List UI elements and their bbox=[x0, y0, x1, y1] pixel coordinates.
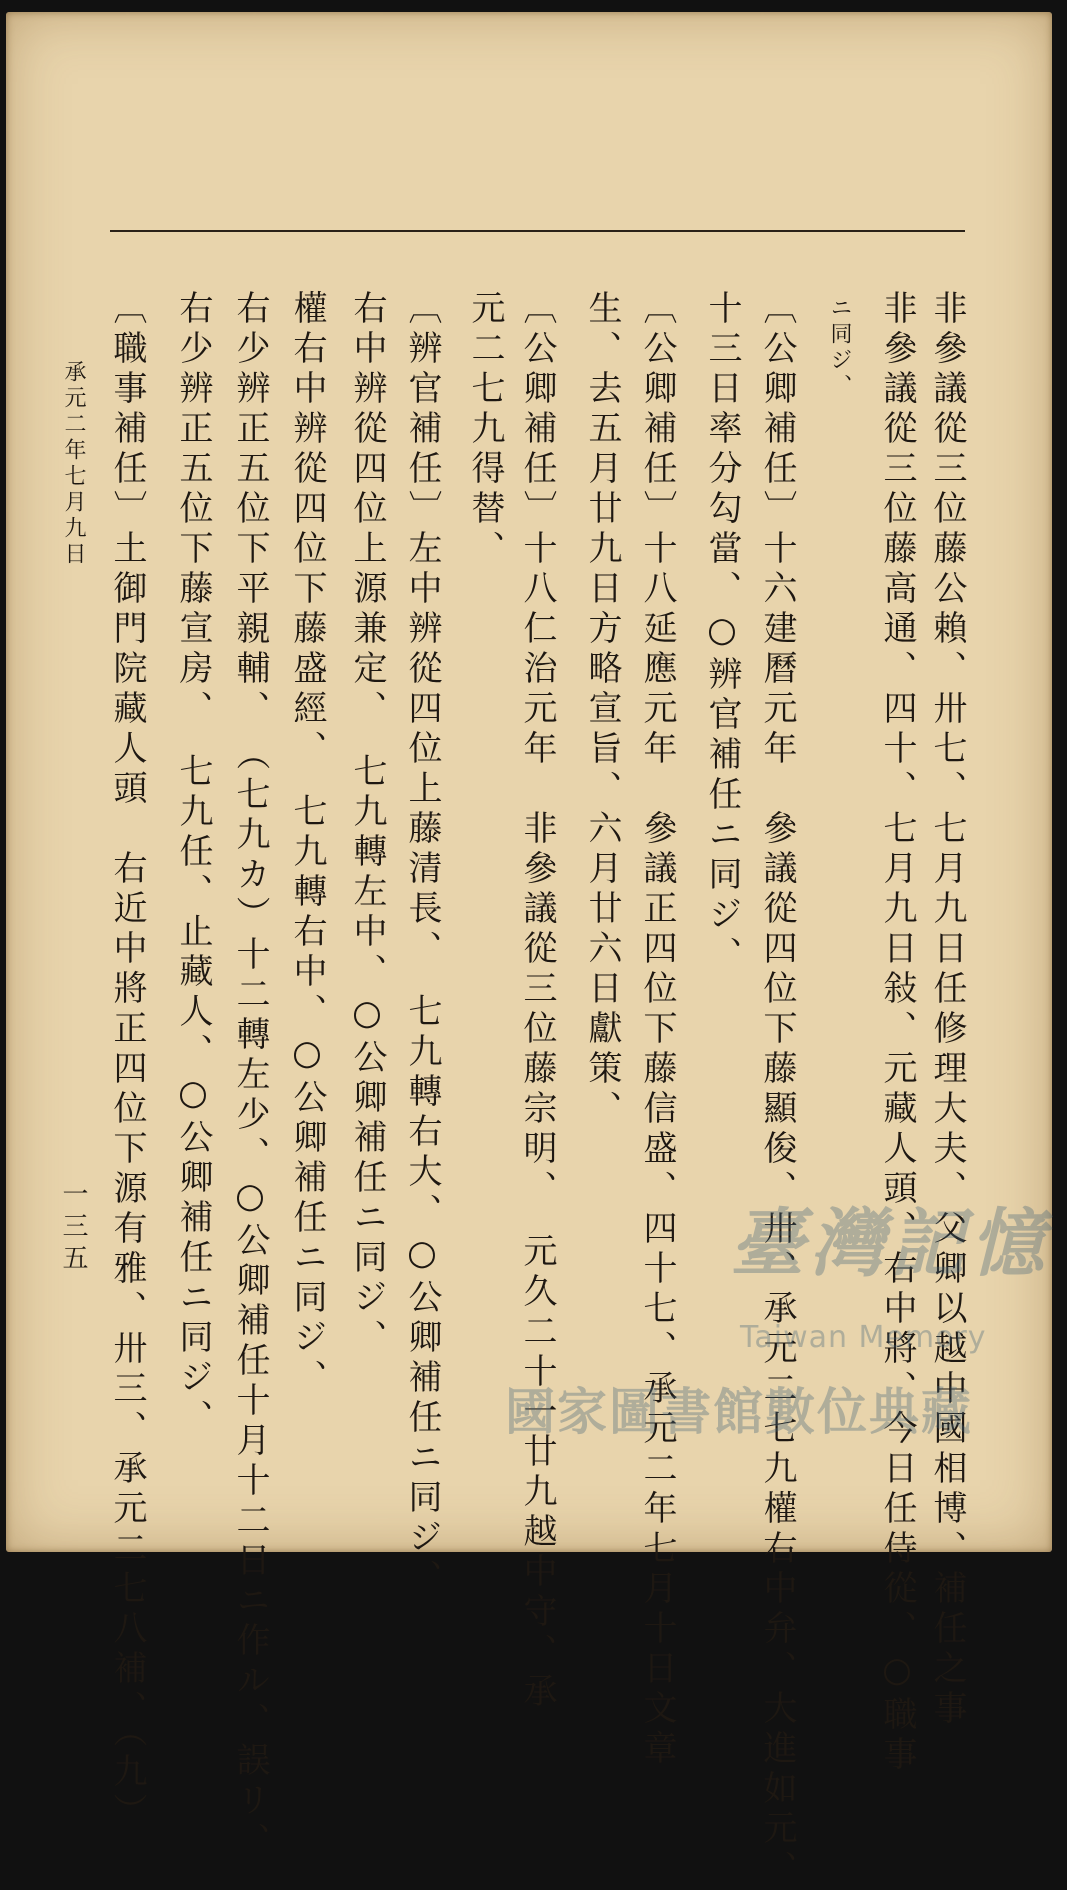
text-column-8-heading-gongqing-buren: 〔公卿補任〕十八仁治元年 非參議從三位藤宗明、 元久二十一廿九越中守、承 bbox=[517, 290, 557, 1713]
text-column-3: ニ同ジ、 bbox=[827, 296, 852, 400]
watermark-library: 國家圖書館數位典藏 bbox=[505, 1383, 973, 1441]
text-column-7: 生、去五月廿九日方略宣旨、六月廿六日獻策、 bbox=[582, 290, 622, 1130]
footer-date: 承元二年七月九日 bbox=[61, 360, 86, 568]
text-column-11: 右中辨從四位上源兼定、 七九轉左中、○公卿補任ニ同ジ、 bbox=[347, 290, 387, 1359]
text-column-14: 右少辨正五位下藤宣房、 七九任、止藏人、○公卿補任ニ同ジ、 bbox=[173, 290, 213, 1439]
text-column-5: 十三日率分勾當、○辨官補任ニ同ジ、 bbox=[702, 290, 742, 976]
text-column-4-heading-gongqing-buren: 〔公卿補任〕十六建曆元年 參議從四位下藤顯俊、卅、承元二七九權右中弁、大進如元、 bbox=[757, 290, 797, 1890]
text-column-1: 非參議從三位藤公賴、卅七、七月九日任修理大夫、父卿以越中國相博、補任之事 bbox=[927, 290, 967, 1730]
watermark-script: 臺灣記憶 bbox=[730, 1201, 1050, 1287]
watermark-english: Taiwan Memory bbox=[740, 1320, 987, 1355]
text-column-6-heading-gongqing-buren: 〔公卿補任〕十八延應元年 參議正四位下藤信盛、四十七、承元二年七月十日文章 bbox=[637, 290, 677, 1770]
text-column-10-heading-benkan-buren: 〔辨官補任〕左中辨從四位上藤清長、 七九轉右大、○公卿補任ニ同ジ、 bbox=[402, 290, 442, 1599]
page-number: 一三五 bbox=[58, 1180, 88, 1276]
text-column-13: 右少辨正五位下平親輔、 （七九カ）十二轉左少、○公卿補任十月十二日ニ作ル、誤リ、 bbox=[230, 290, 270, 1862]
text-column-2: 非參議從三位藤高通、四十、七月九日敍、元藏人頭、右中將、今日任侍從、○職事 bbox=[877, 290, 917, 1776]
text-column-15-heading-shokuji-buren: 〔職事補任〕土御門院藏人頭 右近中將正四位下源有雅、卅三、承元二七八補、（九） bbox=[107, 290, 147, 1833]
text-column-9: 元二七九得替、 bbox=[465, 290, 505, 570]
text-column-12: 權右中辨從四位下藤盛經、 七九轉右中、○公卿補任ニ同ジ、 bbox=[287, 290, 327, 1399]
header-rule bbox=[110, 230, 965, 232]
